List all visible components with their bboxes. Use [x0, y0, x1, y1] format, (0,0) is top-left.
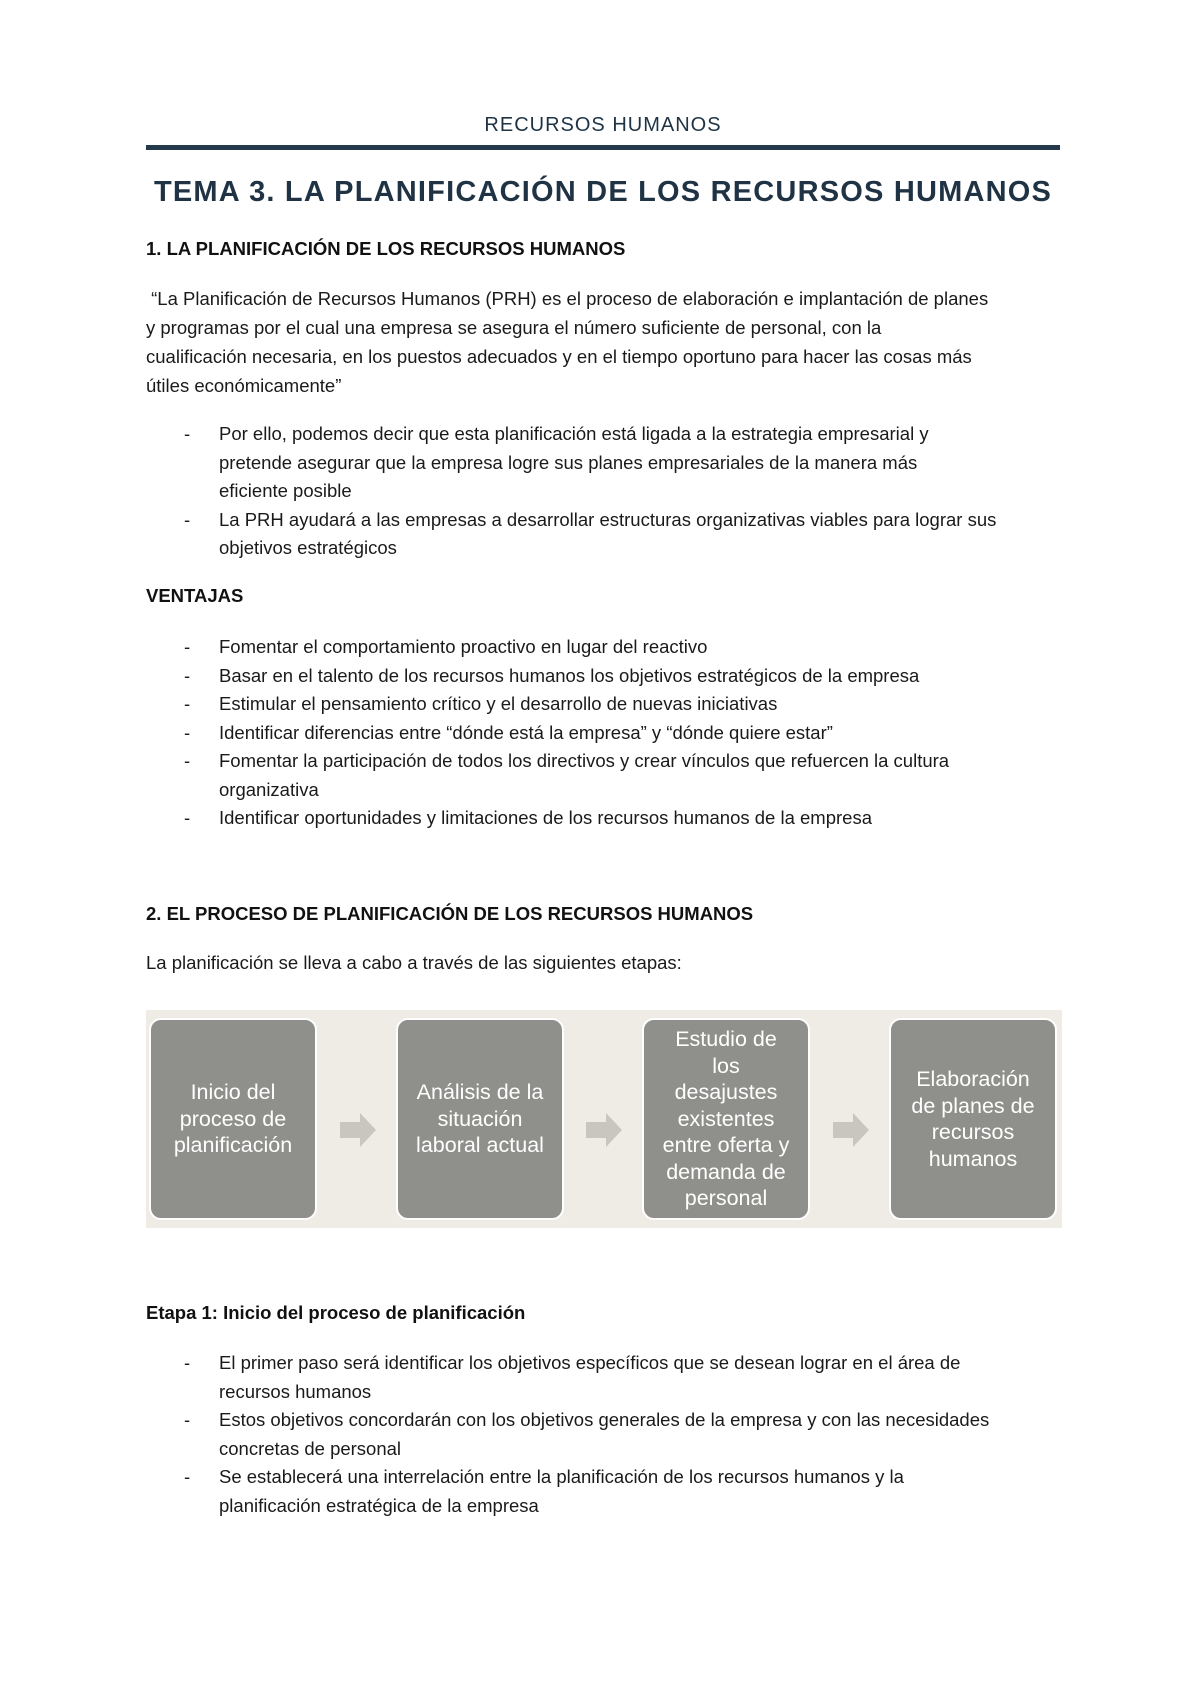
- list-item: [146, 1406, 1060, 1463]
- header-rule: [146, 145, 1060, 150]
- section-2: [146, 903, 1060, 925]
- quote-line: y programas por el cual una empresa se asegura el número suficiente de personal, con la: [146, 317, 882, 338]
- section-2-heading: 2. EL PROCESO DE PLANIFICACIÓN DE LOS RECURSOS HUMANOS: [146, 903, 754, 924]
- process-step-text: [911, 1066, 1034, 1172]
- list-item-line: recursos humanos: [219, 1380, 372, 1402]
- process-step-text: [663, 1026, 790, 1212]
- list-item-line: Fomentar el comportamiento proactivo en lugar del reactivo: [219, 636, 708, 657]
- list-item: [146, 420, 1060, 506]
- etapa-1-section: [146, 1302, 1060, 1324]
- step-line: laboral actual: [416, 1133, 544, 1158]
- etapa-1-heading: Etapa 1: Inicio del proceso de planificación: [146, 1302, 526, 1323]
- list-item-line: Identificar diferencias entre “dónde está la empresa” y “dónde quiere estar”: [219, 721, 833, 743]
- process-step-text: [416, 1079, 544, 1159]
- list-item-line: Estimular el pensamiento crítico y el desarrollo de nuevas iniciativas: [219, 693, 778, 714]
- list-item: [146, 633, 1060, 662]
- list-item-line: Estos objetivos concordarán con los objetivos generales de la empresa y con las necesidades: [219, 1409, 990, 1430]
- quote-line: útiles económicamente”: [146, 375, 342, 396]
- running-header: RECURSOS HUMANOS: [484, 114, 722, 136]
- list-item-line: Identificar oportunidades y limitaciones de los recursos humanos de la empresa: [219, 807, 872, 828]
- list-item-line: objetivos estratégicos: [219, 537, 397, 558]
- step-line: recursos: [931, 1120, 1015, 1144]
- bullet-list: [146, 420, 1060, 563]
- bullet-dash: -: [184, 693, 191, 714]
- step-line: Elaboración: [916, 1067, 1030, 1091]
- step-line: personal: [684, 1186, 768, 1211]
- ventajas-heading: VENTAJAS: [146, 585, 244, 606]
- bullet-dash: -: [184, 423, 191, 444]
- list-item-line: pretende asegurar que la empresa logre sus planes empresariales de la manera más: [219, 451, 918, 473]
- list-item-line: planificación estratégica de la empresa: [219, 1494, 539, 1516]
- step-line: Inicio del: [190, 1080, 276, 1105]
- bullet-dash: -: [184, 1409, 191, 1430]
- bullet-dash: -: [184, 636, 191, 657]
- process-step-text: [174, 1079, 292, 1159]
- step-line: Estudio de: [675, 1027, 777, 1052]
- list-item: [146, 719, 1060, 748]
- step-line: existentes: [677, 1106, 775, 1131]
- section-2-intro: [146, 948, 1060, 977]
- list-item: [146, 1349, 1060, 1406]
- step-line: Análisis de la: [416, 1080, 544, 1105]
- list-item-line: concretas de personal: [219, 1437, 402, 1459]
- list-item-line: Se establecerá una interrelación entre la planificación de los recursos humanos y la: [219, 1466, 904, 1487]
- document-title: TEMA 3. LA PLANIFICACIÓN DE LOS RECURSOS HUMANOS: [153, 176, 1053, 208]
- arrow-right-icon: [831, 1110, 871, 1150]
- process-diagram: [146, 1010, 1062, 1228]
- bullet-dash: -: [184, 807, 191, 828]
- list-item-line: Fomentar la participación de todos los directivos y crear vínculos que refuercen la cultura: [219, 750, 950, 771]
- step-line: los: [712, 1053, 740, 1078]
- list-item-line: organizativa: [219, 778, 319, 800]
- step-line: de planes de: [911, 1093, 1035, 1118]
- process-step: [149, 1018, 317, 1220]
- quote-line: “La Planificación de Recursos Humanos (PRH) es el proceso de elaboración e implantación de planes: [146, 288, 989, 309]
- step-line: planificación: [173, 1133, 293, 1158]
- bullet-dash: -: [184, 721, 191, 743]
- bullet-dash: -: [184, 1466, 191, 1487]
- step-line: situación: [437, 1106, 523, 1131]
- quote-line: cualificación necesaria, en los puestos adecuados y en el tiempo oportuno para hacer las cosas más: [146, 346, 972, 367]
- list-item: [146, 804, 1060, 833]
- process-step: [396, 1018, 564, 1220]
- list-item-line: Basar en el talento de los recursos humanos los objetivos estratégicos de la empresa: [219, 664, 920, 686]
- ventajas-section: [146, 585, 1060, 607]
- step-line: humanos: [928, 1146, 1018, 1171]
- step-line: proceso de: [179, 1106, 287, 1131]
- bullet-list: [146, 633, 1060, 833]
- list-item-line: eficiente posible: [219, 480, 352, 501]
- bullet-dash: -: [184, 664, 191, 686]
- arrow-right-icon: [584, 1110, 624, 1150]
- step-line: demanda de: [666, 1159, 786, 1184]
- list-item: [146, 662, 1060, 691]
- list-item-line: El primer paso será identificar los objetivos específicos que se desean lograr en el área de: [219, 1352, 961, 1373]
- process-step: [889, 1018, 1057, 1220]
- list-item: [146, 747, 1060, 804]
- list-item-line: Por ello, podemos decir que esta planificación está ligada a la estrategia empresarial y: [219, 423, 929, 444]
- ventajas-bullets: [146, 633, 1060, 833]
- list-item: [146, 690, 1060, 719]
- intro-paragraph: La planificación se lleva a cabo a través de las siguientes etapas:: [146, 952, 682, 973]
- bullet-dash: -: [184, 508, 191, 530]
- step-line: entre oferta y: [662, 1133, 790, 1158]
- step-line: desajustes: [674, 1080, 778, 1105]
- etapa-1-bullets: [146, 1349, 1060, 1520]
- list-item-line: La PRH ayudará a las empresas a desarrollar estructuras organizativas viables para lograr sus: [219, 508, 997, 530]
- list-item: [146, 506, 1060, 563]
- section-1-heading: 1. LA PLANIFICACIÓN DE LOS RECURSOS HUMANOS: [146, 238, 626, 259]
- section-1-bullets: [146, 420, 1060, 563]
- section-1: [146, 238, 1060, 260]
- bullet-list: [146, 1349, 1060, 1520]
- process-step: [642, 1018, 810, 1220]
- definition-quote: [146, 284, 1060, 400]
- list-item: [146, 1463, 1060, 1520]
- bullet-dash: -: [184, 750, 191, 771]
- arrow-right-icon: [338, 1110, 378, 1150]
- bullet-dash: -: [184, 1352, 191, 1373]
